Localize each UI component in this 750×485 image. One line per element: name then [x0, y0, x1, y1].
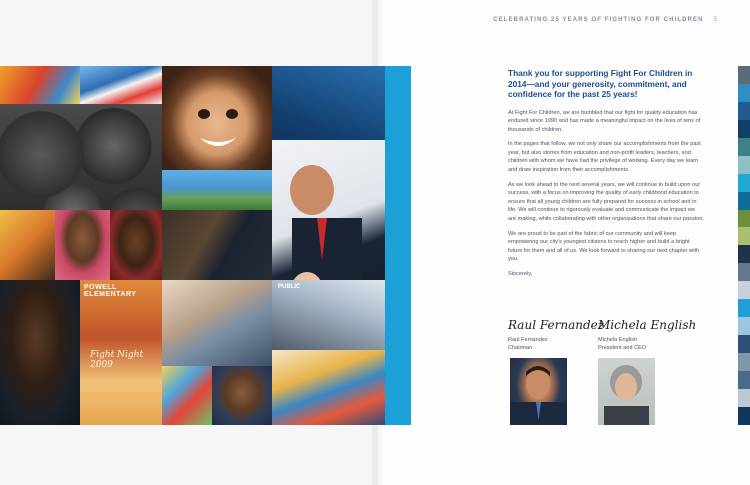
color-swatch: [738, 156, 750, 174]
child-headshot-photo: [212, 366, 272, 425]
color-swatch: [738, 102, 750, 120]
letter-paragraph: We are proud to be part of the fabric of our community and will keep empowering our city's youngest citizens to reach higher and build a bright future for them and all of us. We look forward to sharing our next chapter with you.: [508, 230, 700, 263]
girl-with-sign-photo: [272, 280, 385, 350]
kids-running-photo: [162, 170, 272, 210]
letter-paragraph: In the pages that follow, we not only share our accomplishments from the past year, but also stories from education and non-profit leaders, teachers, and children with whom we have had the privilege of working. Every day we learn and draw inspiration from their accomplishments.: [508, 141, 701, 174]
color-swatch: [738, 192, 750, 210]
color-swatch: [738, 353, 750, 371]
chairman-portrait: [510, 358, 567, 425]
poster-text: Fight Night 2009: [90, 350, 144, 370]
president-portrait: [598, 358, 655, 425]
page-number: 5: [713, 17, 718, 23]
accent-bar: [385, 66, 411, 425]
boy-at-computer-photo: [0, 210, 55, 280]
thank-you-letter: [508, 68, 704, 285]
signer-name: Michela English: [598, 337, 638, 343]
color-swatch: [738, 245, 750, 263]
signature-president: Michela English: [598, 318, 697, 332]
smiling-child-photo: [162, 66, 272, 170]
reading-with-children-photo: [162, 280, 272, 366]
signer-president: [598, 336, 646, 352]
signer-title: Chairman: [508, 345, 533, 351]
child-face-detail: [162, 66, 272, 170]
sign-fragment-text: PUBLIC: [278, 284, 301, 290]
children-in-uniform-photo: [80, 66, 162, 104]
photo-collage: [0, 66, 385, 425]
color-swatch: [738, 174, 750, 192]
running-title: CELEBRATING 25 YEARS OF FIGHTING FOR CHILDREN: [493, 17, 704, 23]
letter-paragraph: At Fight For Children, we are humbled that our fight for quality education has endured since 1990 and has made a meaningful impact on the lives of tens of thousands of children.: [508, 109, 701, 133]
school-sign-text: POWELL ELEMENTARY: [84, 284, 137, 298]
color-swatch: [738, 407, 750, 425]
teen-in-hoodie-photo: [0, 280, 80, 425]
chairman-portrait-figure: [510, 358, 567, 425]
color-swatch: [738, 263, 750, 281]
color-swatch: [738, 299, 750, 317]
artwork-photo: [162, 366, 212, 425]
school-mural-photo: [80, 280, 162, 425]
color-swatch: [738, 210, 750, 228]
color-swatch-strip: [738, 66, 750, 425]
signature-chairman: Raul Fernandez: [508, 318, 605, 332]
letter-paragraph: As we look ahead to the next several years, we will continue to build upon our success, with a focus on improving the quality of early childhood education to ensure that all young children are fully prepared for success in school and in life. We will continue to rigorously evaluate and communicate the impact we are making, while collaborating with other organizations that share our passion.: [508, 181, 704, 223]
signer-chairman: [508, 336, 548, 352]
color-swatch: [738, 281, 750, 299]
girl-portrait-photo: [55, 210, 110, 280]
child-portrait-photo: [110, 210, 162, 280]
adults-group-photo: [162, 210, 272, 280]
color-swatch: [738, 84, 750, 102]
signer-title: President and CEO: [598, 345, 647, 351]
color-swatch: [738, 66, 750, 84]
color-swatch: [738, 120, 750, 138]
color-swatch: [738, 335, 750, 353]
color-swatch: [738, 371, 750, 389]
color-swatch: [738, 389, 750, 407]
colorful-artwork-photo: [272, 350, 385, 425]
color-swatch: [738, 227, 750, 245]
president-portrait-figure: [598, 358, 655, 425]
letter-closing: Sincerely,: [508, 271, 533, 277]
running-head: [493, 17, 718, 23]
signer-name: Raul Fernandez: [508, 337, 548, 343]
color-swatch: [738, 317, 750, 335]
letter-headline: Thank you for supporting Fight For Children in 2014—and your generosity, commitment, and confidence for the past 25 years!: [508, 68, 693, 99]
color-swatch: [738, 138, 750, 156]
mural-photo: [0, 66, 80, 104]
signatures: [508, 318, 708, 358]
